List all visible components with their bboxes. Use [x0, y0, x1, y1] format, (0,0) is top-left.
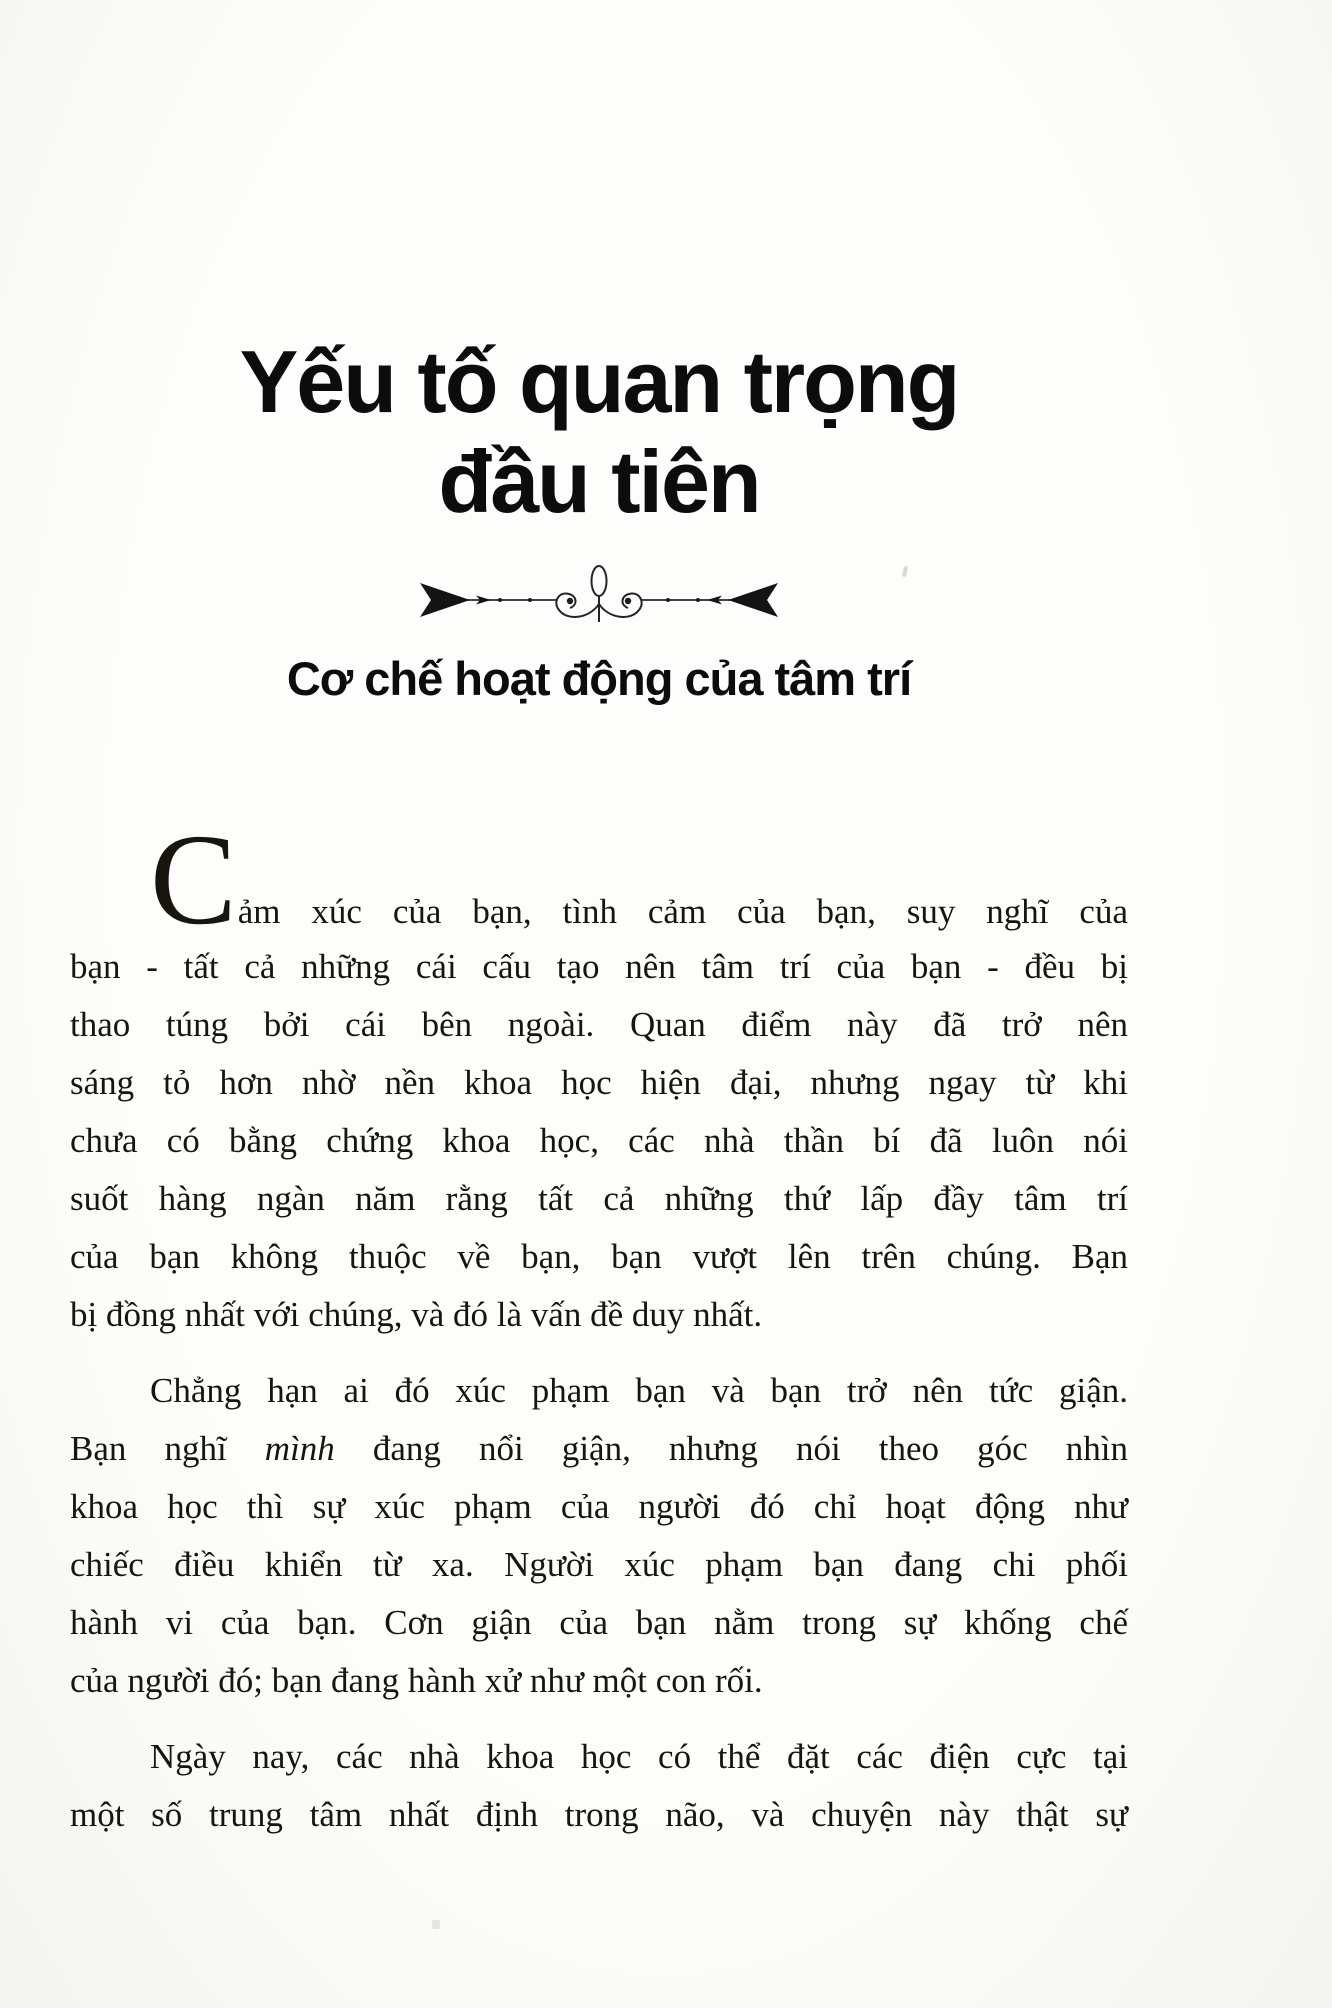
text-line — [70, 1228, 1128, 1286]
text-line — [70, 1112, 1128, 1170]
body-text — [70, 808, 1129, 1844]
text-segment: bị đồng nhất với chúng, và đó là vấn đề duy nhất. — [70, 1295, 763, 1334]
chapter-title-line-2: đầu tiên — [438, 432, 760, 531]
text-line — [70, 938, 1128, 996]
text-line — [70, 996, 1128, 1054]
text-line — [70, 1652, 1128, 1710]
text-line — [70, 1536, 1128, 1594]
text-line — [70, 1594, 1128, 1652]
text-segment: Bạn nghĩ — [70, 1429, 265, 1468]
page-content — [70, 0, 1128, 1844]
text-segment: sáng tỏ hơn nhờ nền khoa học hiện đại, nhưng ngay từ khi — [70, 1063, 1128, 1102]
text-line — [70, 1054, 1128, 1112]
text-segment: hành vi của bạn. Cơn giận của bạn nằm trong sự khống chế — [70, 1603, 1128, 1642]
italic-text-segment: mình — [264, 1429, 335, 1468]
text-segment: suốt hàng ngàn năm rằng tất cả những thứ lấp đầy tâm trí — [70, 1179, 1128, 1218]
text-segment: của người đó; bạn đang hành xử như một con rối. — [70, 1661, 763, 1700]
text-segment: ảm xúc của bạn, tình cảm của bạn, suy nghĩ của — [237, 892, 1128, 931]
text-segment: chiếc điều khiển từ xa. Người xúc phạm bạn đang chi phối — [70, 1545, 1128, 1584]
scan-speck — [432, 1920, 440, 1929]
text-segment: Ngày nay, các nhà khoa học có thể đặt các điện cực tại — [150, 1737, 1128, 1776]
text-line — [70, 808, 1128, 952]
text-segment: Chẳng hạn ai đó xúc phạm bạn và bạn trở nên tức giận. — [150, 1371, 1128, 1410]
text-line — [70, 1362, 1128, 1420]
chapter-title-line-1: Yếu tố quan trọng — [239, 332, 959, 431]
text-segment: một số trung tâm nhất định trong não, và chuyện này thật sự — [70, 1795, 1128, 1834]
section-subtitle: Cơ chế hoạt động của tâm trí — [286, 652, 912, 705]
divider-arrowhead-left-icon — [420, 583, 491, 617]
arrow-scroll-divider-icon — [418, 564, 780, 636]
text-line — [70, 1420, 1128, 1478]
divider-scroll-ornament-icon — [556, 566, 641, 622]
text-segment: khoa học thì sự xúc phạm của người đó chỉ hoạt động như — [70, 1487, 1128, 1526]
text-line — [70, 1170, 1128, 1228]
divider-arrowhead-right-icon — [707, 583, 778, 617]
text-line — [70, 1786, 1128, 1844]
text-segment: thao túng bởi cái bên ngoài. Quan điểm này đã trở nên — [70, 1005, 1128, 1044]
text-segment: chưa có bằng chứng khoa học, các nhà thần bí đã luôn nói — [70, 1121, 1128, 1160]
text-line — [70, 1478, 1128, 1536]
text-segment: của bạn không thuộc về bạn, bạn vượt lên trên chúng. Bạn — [70, 1237, 1128, 1276]
paragraph — [70, 1362, 1128, 1710]
text-segment: đang nổi giận, nhưng nói theo góc nhìn — [334, 1429, 1129, 1468]
text-segment: bạn - tất cả những cái cấu tạo nên tâm trí của bạn - đều bị — [70, 947, 1128, 986]
paragraph — [70, 1728, 1128, 1844]
drop-cap: C — [150, 808, 238, 952]
chapter-title — [70, 0, 1128, 532]
text-line — [70, 1728, 1128, 1786]
section-divider — [70, 564, 1128, 636]
paragraph — [70, 808, 1128, 1344]
text-line — [70, 1286, 1128, 1344]
